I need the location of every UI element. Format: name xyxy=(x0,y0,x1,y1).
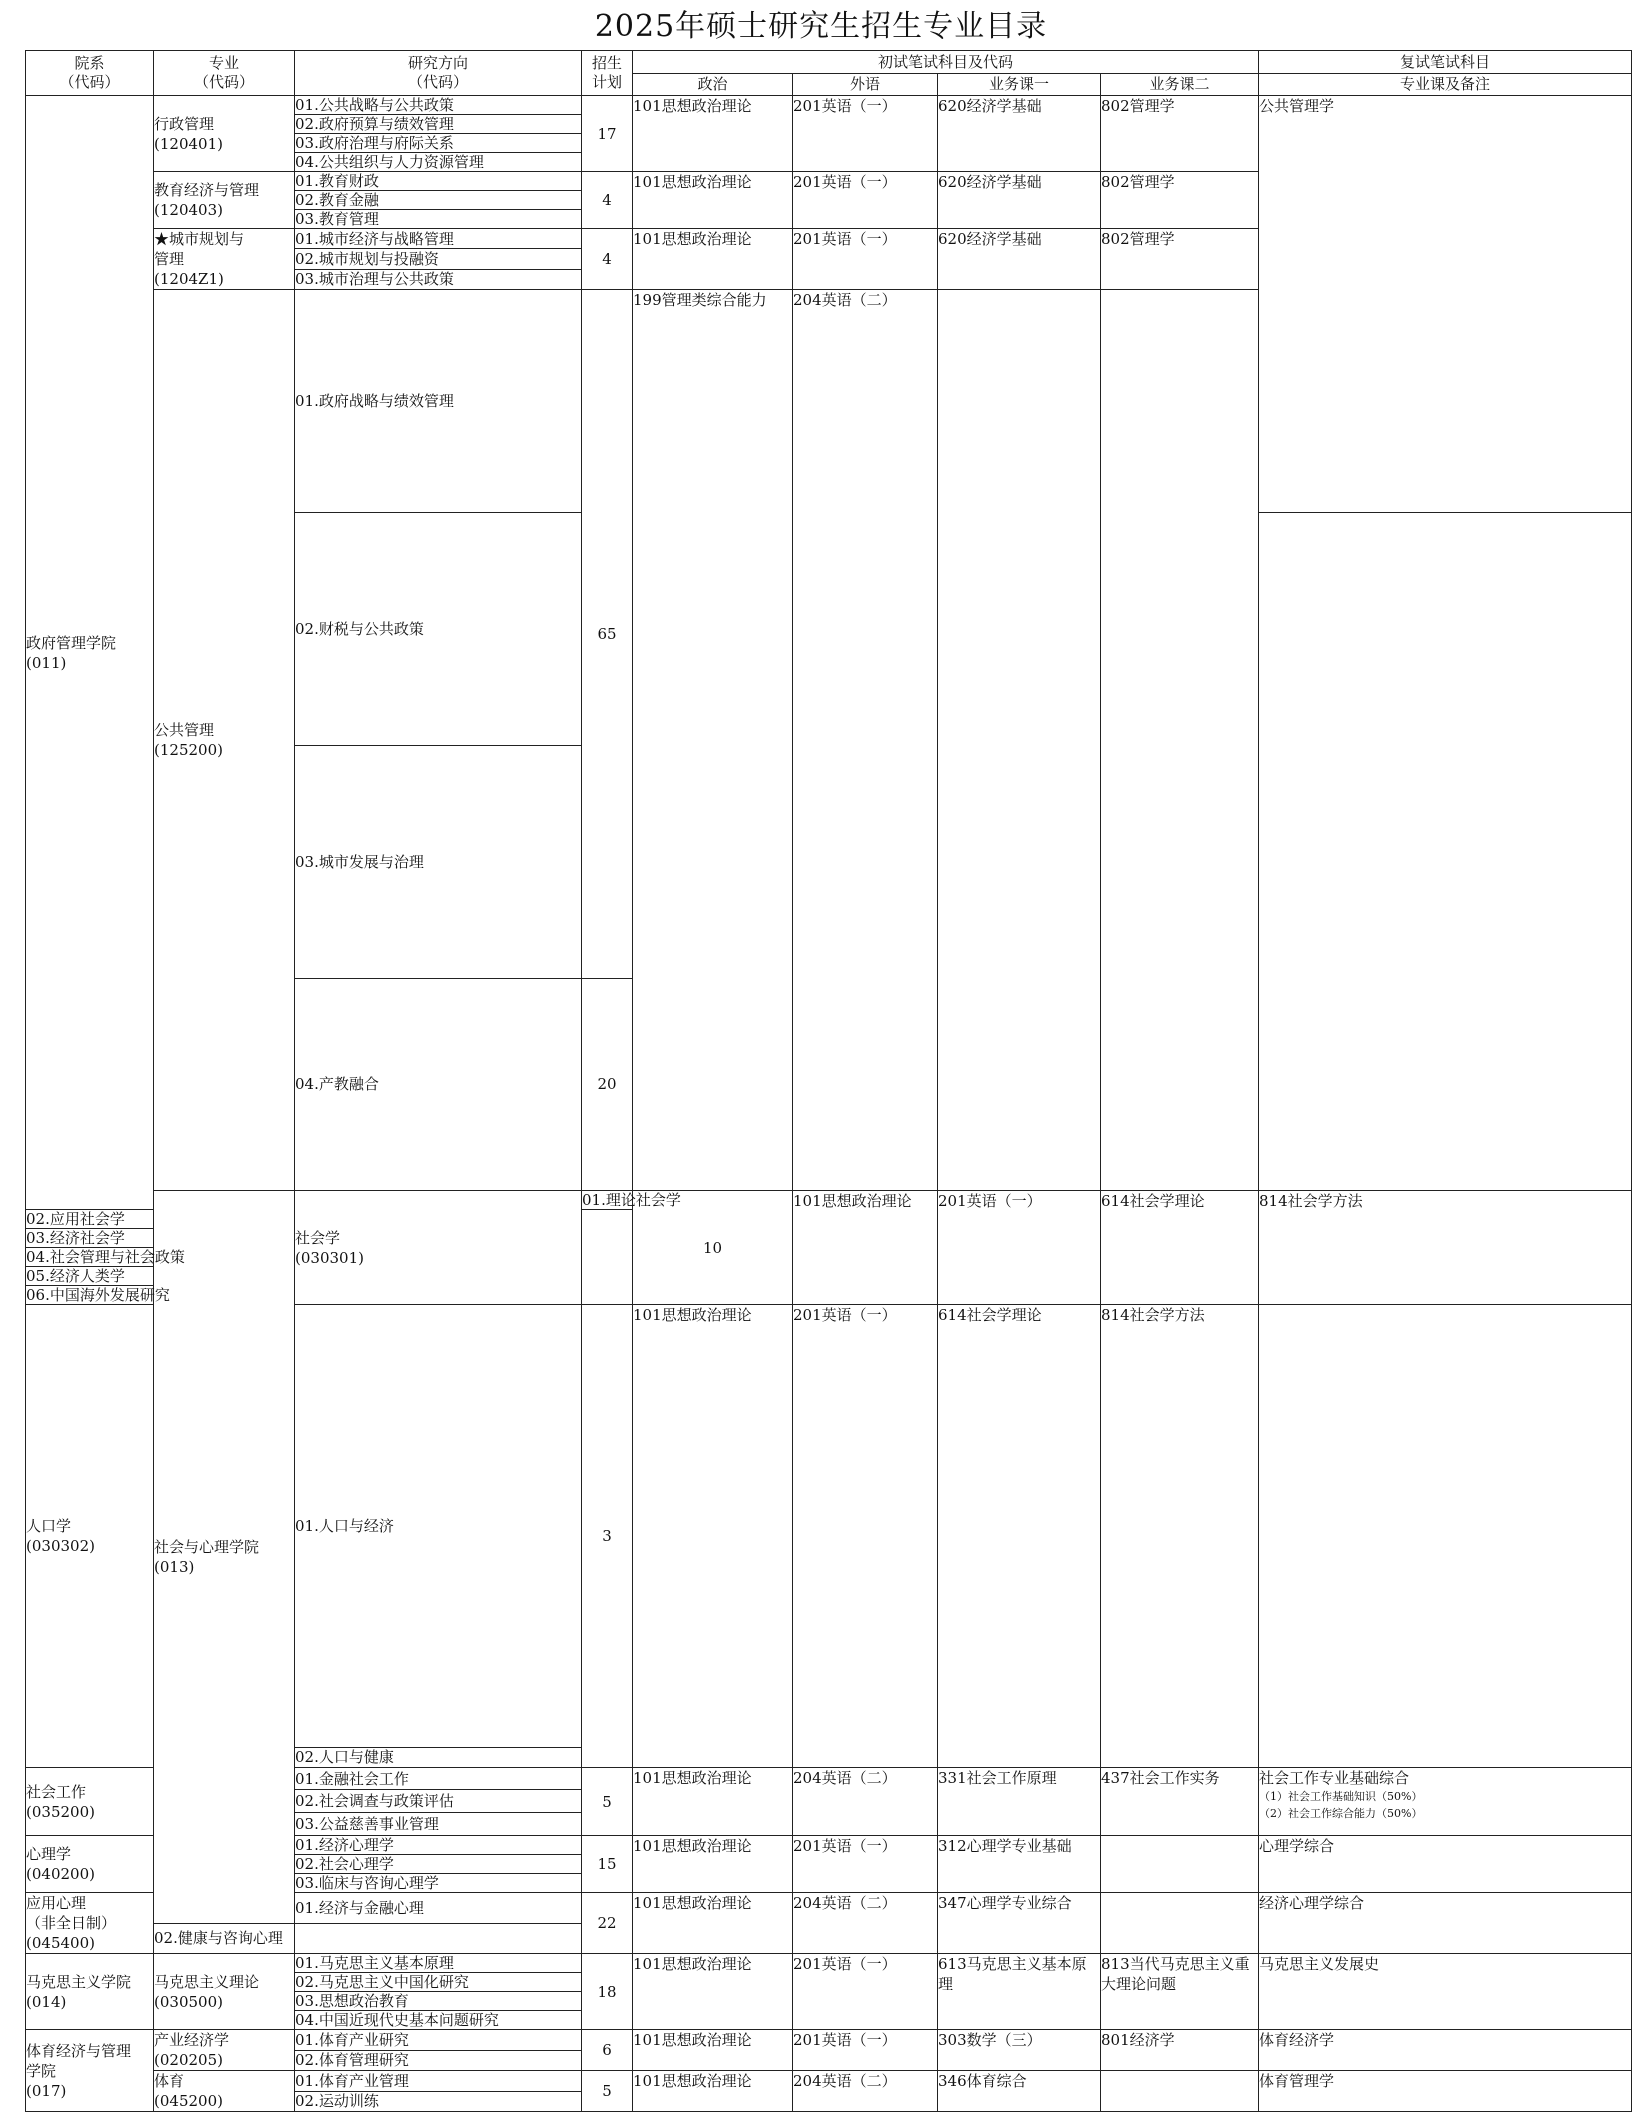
exam-course2: 802管理学 xyxy=(1101,229,1259,290)
dept-017: 体育经济与管理 学院 (017) xyxy=(26,2030,154,2112)
major-030302: 人口学 (030302) xyxy=(26,1305,154,1768)
direction-item: 03.教育管理 xyxy=(295,210,582,229)
exam-course1: 620经济学基础 xyxy=(938,172,1101,229)
exam-course1 xyxy=(938,290,1101,1191)
exam-foreign: 201英语（一） xyxy=(793,96,938,172)
exam-course2: 801经济学 xyxy=(1101,2030,1259,2071)
direction-item: 03.政府治理与府际关系 xyxy=(295,134,582,153)
quota: 4 xyxy=(582,229,633,290)
exam-foreign: 201英语（一） xyxy=(793,172,938,229)
major-125200: 公共管理 (125200) xyxy=(154,290,295,1191)
direction-item: 04.中国近现代史基本问题研究 xyxy=(295,2011,582,2030)
direction-item: 01.体育产业管理 xyxy=(295,2071,582,2092)
exam-course2 xyxy=(1101,1836,1259,1893)
retest-045200: 体育管理学 xyxy=(1259,2071,1632,2112)
exam-course2: 814社会学方法 xyxy=(1259,1191,1632,1305)
exam-politics: 101思想政治理论 xyxy=(633,2071,793,2112)
exam-foreign: 204英语（二） xyxy=(793,2071,938,2112)
direction-item: 02.应用社会学 xyxy=(26,1210,154,1229)
exam-politics: 101思想政治理论 xyxy=(633,1836,793,1893)
exam-foreign: 201英语（一） xyxy=(793,2030,938,2071)
exam-course1: 312心理学专业基础 xyxy=(938,1836,1101,1893)
major-030500: 马克思主义理论 (030500) xyxy=(154,1954,295,2030)
dept-013: 社会与心理学院 (013) xyxy=(154,1191,295,1924)
direction-item: 01.公共战略与公共政策 xyxy=(295,96,582,115)
exam-politics: 101思想政治理论 xyxy=(633,1305,793,1768)
direction-item: 01.人口与经济 xyxy=(295,1305,582,1748)
header-dept: 院系 （代码） xyxy=(26,51,154,96)
quota: 22 xyxy=(582,1893,633,1954)
dept-014: 马克思主义学院 (014) xyxy=(26,1954,154,2030)
exam-politics: 101思想政治理论 xyxy=(633,1768,793,1836)
exam-politics: 101思想政治理论 xyxy=(633,2030,793,2071)
quota: 5 xyxy=(582,1768,633,1836)
exam-course2 xyxy=(1101,2071,1259,2112)
exam-course1: 331社会工作原理 xyxy=(938,1768,1101,1836)
major-035200: 社会工作 (035200) xyxy=(26,1768,154,1836)
quota: 18 xyxy=(582,1954,633,2030)
exam-foreign: 201英语（一） xyxy=(793,1305,938,1768)
direction-item: 02.财税与公共政策 xyxy=(295,512,582,745)
header-retest: 专业课及备注 xyxy=(1259,74,1632,96)
direction-item: 01.教育财政 xyxy=(295,172,582,191)
direction-item: 02.马克思主义中国化研究 xyxy=(295,1973,582,1992)
exam-politics: 101思想政治理论 xyxy=(633,1954,793,2030)
direction-item: 03.临床与咨询心理学 xyxy=(295,1874,582,1893)
direction-item: 01.理论社会学 xyxy=(582,1191,681,1209)
direction-item: 02.运动训练 xyxy=(295,2091,582,2112)
header-course1: 业务课一 xyxy=(938,74,1101,96)
exam-course2: 813当代马克思主义重 大理论问题 xyxy=(1101,1954,1259,2030)
major-120403: 教育经济与管理 (120403) xyxy=(154,172,295,229)
direction-item: 01.金融社会工作 xyxy=(295,1768,582,1790)
major-1204Z1: ★城市规划与 管理 (1204Z1) xyxy=(154,229,295,290)
quota: 6 xyxy=(582,2030,633,2071)
quota: 4 xyxy=(582,172,633,229)
major-120401: 行政管理 (120401) xyxy=(154,96,295,172)
retest-020205: 体育经济学 xyxy=(1259,2030,1632,2071)
header-retest-group: 复试笔试科目 xyxy=(1259,51,1632,74)
direction-item: 04.产教融合 xyxy=(295,978,582,1190)
exam-course1: 620经济学基础 xyxy=(938,96,1101,172)
enrollment-catalog-table xyxy=(25,50,1632,2112)
header-quota: 招生 计划 xyxy=(582,51,633,96)
quota: 65 xyxy=(582,290,633,979)
exam-foreign: 204英语（二） xyxy=(793,1768,938,1836)
direction-item: 03.城市发展与治理 xyxy=(295,745,582,978)
exam-foreign: 204英语（二） xyxy=(793,1893,938,1954)
direction-item: 03.城市治理与公共政策 xyxy=(295,269,582,289)
exam-politics: 101思想政治理论 xyxy=(633,96,793,172)
retest-040200: 心理学综合 xyxy=(1259,1836,1632,1893)
major-020205: 产业经济学 (020205) xyxy=(154,2030,295,2071)
exam-foreign: 204英语（二） xyxy=(793,290,938,1191)
direction-item: 01.体育产业研究 xyxy=(295,2030,582,2051)
direction-item: 03.思想政治教育 xyxy=(295,1992,582,2011)
exam-politics: 101思想政治理论 xyxy=(793,1191,938,1305)
exam-course1: 346体育综合 xyxy=(938,2071,1101,2112)
header-exam-group: 初试笔试科目及代码 xyxy=(633,51,1259,74)
direction-item: 02.城市规划与投融资 xyxy=(295,249,582,269)
direction-item: 03.经济社会学 xyxy=(26,1229,154,1248)
exam-course2: 802管理学 xyxy=(1101,96,1259,172)
major-045400: 应用心理 （非全日制） (045400) xyxy=(26,1893,154,1954)
exam-course2: 802管理学 xyxy=(1101,172,1259,229)
major-030301: 社会学 (030301) xyxy=(295,1191,582,1305)
exam-politics: 199管理类综合能力 xyxy=(633,290,793,1191)
exam-course1: 613马克思主义基本原 理 xyxy=(938,1954,1101,2030)
exam-politics: 101思想政治理论 xyxy=(633,172,793,229)
direction-item: 02.政府预算与绩效管理 xyxy=(295,115,582,134)
quota: 17 xyxy=(582,96,633,172)
major-045200: 体育 (045200) xyxy=(154,2071,295,2112)
exam-course1: 620经济学基础 xyxy=(938,229,1101,290)
direction-item: 01.城市经济与战略管理 xyxy=(295,229,582,249)
exam-course2 xyxy=(1101,290,1259,1191)
quota-secondary: 20 xyxy=(582,978,633,1190)
direction-item: 05.经济人类学 xyxy=(26,1267,154,1286)
direction-item: 02.社会心理学 xyxy=(295,1855,582,1874)
quota: 15 xyxy=(582,1836,633,1893)
exam-course2: 437社会工作实务 xyxy=(1101,1768,1259,1836)
direction-item: 01.政府战略与绩效管理 xyxy=(295,290,582,513)
exam-foreign: 201英语（一） xyxy=(793,1836,938,1893)
direction-item: 06.中国海外发展研究 xyxy=(26,1286,170,1304)
direction-item: 01.马克思主义基本原理 xyxy=(295,1954,582,1973)
page-title: 2025年硕士研究生招生专业目录 xyxy=(594,9,1048,44)
direction-item: 02.社会调查与政策评估 xyxy=(295,1790,582,1813)
exam-foreign: 201英语（一） xyxy=(793,229,938,290)
direction-item: 04.公共组织与人力资源管理 xyxy=(295,153,582,172)
exam-course1: 614社会学理论 xyxy=(938,1305,1101,1768)
exam-course1: 303数学（三） xyxy=(938,2030,1101,2071)
exam-foreign: 201英语（一） xyxy=(938,1191,1101,1305)
quota: 10 xyxy=(633,1191,793,1305)
retest-035200: 社会工作专业基础综合 （1）社会工作基础知识（50%） （2）社会工作综合能力（50%） xyxy=(1259,1768,1632,1836)
header-course2: 业务课二 xyxy=(1101,74,1259,96)
direction-item: 02.教育金融 xyxy=(295,191,582,210)
header-major: 专业 （代码） xyxy=(154,51,295,96)
direction-item: 02.体育管理研究 xyxy=(295,2050,582,2071)
direction-item: 03.公益慈善事业管理 xyxy=(295,1813,582,1836)
major-040200: 心理学 (040200) xyxy=(26,1836,154,1893)
direction-item: 01.经济与金融心理 xyxy=(295,1893,582,1924)
direction-item: 01.经济心理学 xyxy=(295,1836,582,1855)
exam-course1: 347心理学专业综合 xyxy=(938,1893,1101,1954)
header-foreign: 外语 xyxy=(793,74,938,96)
retest-045400: 经济心理学综合 xyxy=(1259,1893,1632,1954)
quota: 5 xyxy=(582,2071,633,2112)
direction-item: 02.人口与健康 xyxy=(295,1747,582,1768)
exam-course2 xyxy=(1101,1893,1259,1954)
dept-011: 政府管理学院 (011) xyxy=(26,96,154,1210)
retest-shared-011: 公共管理学 xyxy=(1259,96,1632,513)
exam-course1: 614社会学理论 xyxy=(1101,1191,1259,1305)
exam-politics: 101思想政治理论 xyxy=(633,229,793,290)
quota: 3 xyxy=(582,1305,633,1768)
header-direction: 研究方向 （代码） xyxy=(295,51,582,96)
header-politics: 政治 xyxy=(633,74,793,96)
exam-politics: 101思想政治理论 xyxy=(633,1893,793,1954)
direction-item: 02.健康与咨询心理 xyxy=(154,1923,295,1954)
direction-item: 04.社会管理与社会政策 xyxy=(26,1248,185,1266)
exam-course2: 814社会学方法 xyxy=(1101,1305,1259,1768)
retest-030500: 马克思主义发展史 xyxy=(1259,1954,1632,2030)
exam-foreign: 201英语（一） xyxy=(793,1954,938,2030)
